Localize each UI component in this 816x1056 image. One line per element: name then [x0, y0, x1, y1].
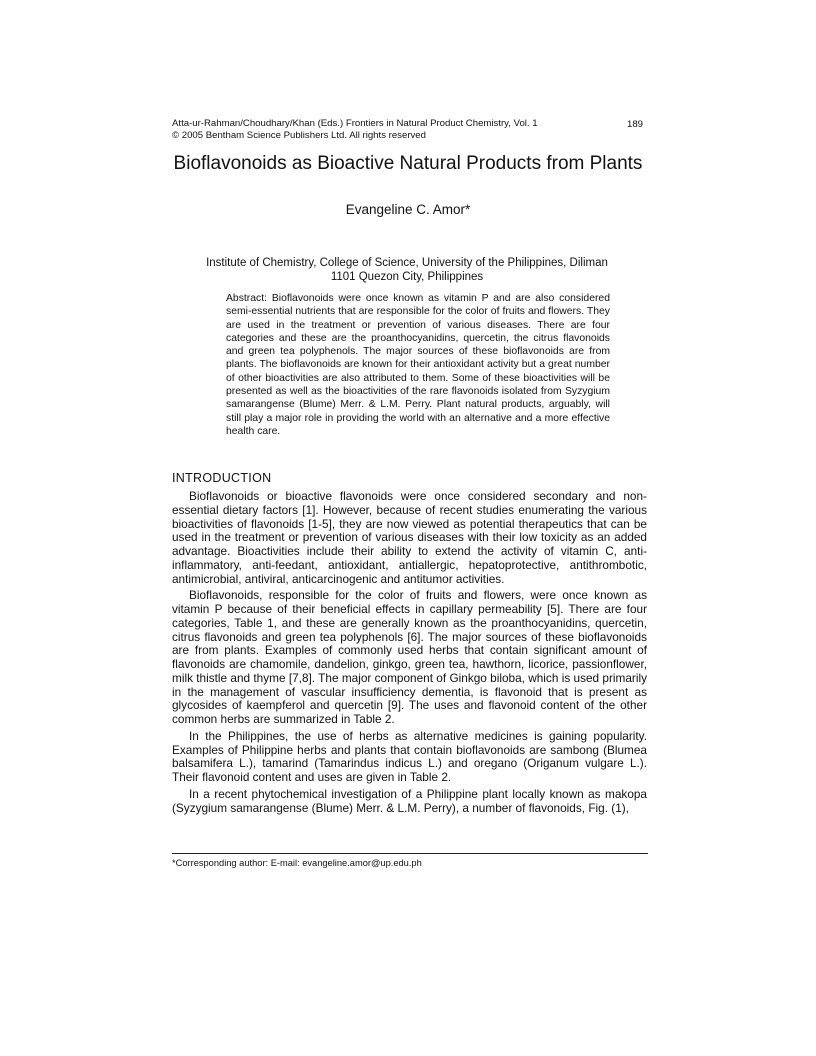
footnote-divider [172, 853, 648, 854]
running-header: Atta-ur-Rahman/Choudhary/Khan (Eds.) Frontiers in Natural Product Chemistry, Vol. 1 [172, 118, 538, 129]
paragraph: In the Philippines, the use of herbs as alternative medicines is gaining popularity. Examples of Philippine herbs and plants that contain bioflavonoids are sambong (Blumea balsamifera L.), tamarind (Tamarindus indicus L.) and oregano (Origanum vulgare L.). Their flavonoid content and uses are given in Table 2. [172, 728, 647, 784]
affiliation-line-2: 1101 Quezon City, Philippines [330, 271, 484, 283]
abstract: Abstract: Bioflavonoids were once known as vitamin P and are also considered semi-essential nutrients that are responsible for the color of fruits and flowers. They are used in the treatment or prevention of various diseases. There are four categories and these are the proanthocyanidins, quercetin, the citrus flavonoids and green tea polyphenols. The major sources of these bioflavonoids are from plants. The bioflavonoids are known for their antioxidant activity but a great number of other bioactivities are also attributed to them. Some of these bioactivities will be presented as well as the bioactivities of the rare flavonoids isolated from Syzygium samarangense (Blume) Merr. & L.M. Perry. Plant natural products, arguably, will still play a major role in providing the world with an alternative and a more effective health care. [226, 293, 610, 437]
page-number: 189 [627, 119, 644, 130]
section-heading: INTRODUCTION [172, 471, 272, 485]
body-text [172, 490, 647, 818]
author: Evangeline C. Amor* [345, 202, 471, 217]
copyright-line: © 2005 Bentham Science Publishers Ltd. All rights reserved [172, 130, 426, 141]
affiliation [150, 256, 664, 284]
footnote: *Corresponding author: E-mail: evangeline.amor@up.edu.ph [172, 858, 422, 868]
affiliation-line-1: Institute of Chemistry, College of Science, University of the Philippines, Diliman [206, 257, 608, 269]
paper-title: Bioflavonoids as Bioactive Natural Products from Plants [173, 153, 643, 174]
paragraph: Bioflavonoids or bioactive flavonoids were once considered secondary and non-essential dietary factors [1]. However, because of recent studies enumerating the various bioactivities of flavonoids [1-5], they are now viewed as potential therapeutics that can be used in the treatment or prevention of various diseases with their low toxicity as an added advantage. Bioactivities include their ability to extend the activity of vitamin C, anti-inflammatory, anti-feedant, antioxidant, antiallergic, hepatoprotective, antithrombotic, antimicrobial, antiviral, anticarcinogenic and antitumor activities. [172, 489, 647, 586]
paragraph: Bioflavonoids, responsible for the color of fruits and flowers, were once known as vitamin P because of their beneficial effects in capillary permeability [5]. There are four categories, Table 1, and these are generally known as the proanthocyanidins, quercetin, citrus flavonoids and green tea polyphenols [6]. The major sources of these bioflavonoids are from plants. Examples of commonly used herbs that contain significant amount of flavonoids are chamomile, dandelion, ginkgo, green tea, hawthorn, licorice, passionflower, milk thistle and thyme [7,8]. The major component of Ginkgo biloba, which is used primarily in the management of vascular insufficiency dementia, is flavonoid that is present as glycosides of kaempferol and quercetin [9]. The uses and flavonoid content of the other common herbs are summarized in Table 2. [172, 588, 647, 726]
paragraph: In a recent phytochemical investigation of a Philippine plant locally known as makopa (Syzygium samarangense (Blume) Merr. & L.M. Perry), a number of flavonoids, Fig. (1), [172, 786, 647, 815]
